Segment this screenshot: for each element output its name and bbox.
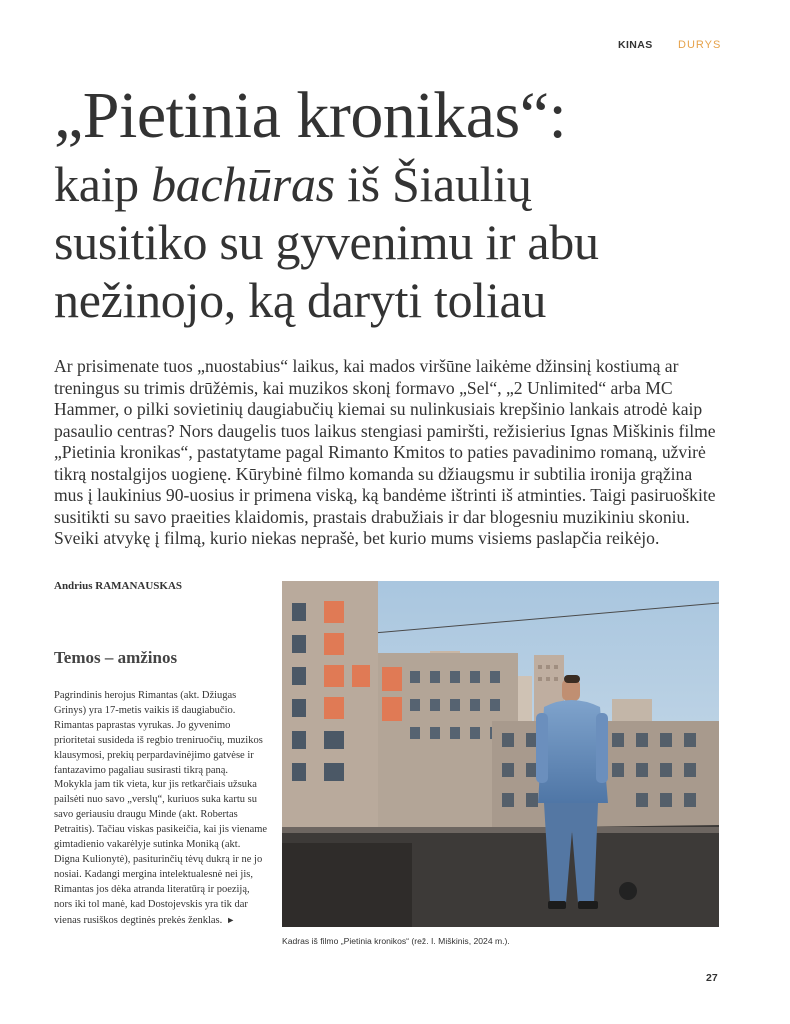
headline-italic-word: bachūras — [151, 156, 335, 212]
headline-line-2-start: kaip — [54, 156, 152, 212]
film-still-photo — [282, 581, 719, 927]
headline-line-1: „Pietinia kronikas“: — [54, 79, 567, 152]
body-paragraph — [54, 689, 268, 929]
magazine-name: DURYS — [678, 39, 722, 51]
headline-line-2 — [54, 155, 754, 213]
headline-line-2-end: iš Šiaulių — [334, 156, 532, 212]
film-still-illustration — [282, 581, 719, 927]
article-headline — [54, 80, 754, 329]
lead-paragraph: Ar prisimenate tuos „nuostabius“ laikus, kai mados viršūne laikėme džinsinį kostiumą ar treningus su trimis drūžėmis, kai muzikos skonį formavo „Sel“, „2 Unlimited“ arba MC Hammer, o pilki sovietinių daugiabučių kiemai su nulinkusiais krepšinio lankais atrodė kaip pasaulio centras? Nors daugelis tuos laikus stengiasi pamiršti, režisierius Ignas Miškinis filme „Pietinia kronikas“, pastatytame pagal Rimanto Kmitos to paties pavadinimo romaną, užvirė tikrą nostalgijos uogienę. Kūrybinė filmo komanda su džiaugsmu ir subtilia ironija grąžina mus į laukinius 90-uosius ir primena viską, ką bandėme ištrinti iš atminties. Taigi pasiruoškite susitikti su savo praeities klaidomis, prastais drabužiais ir dar blogesniu muzikiniu skoniu. Sveiki atvykę į filmą, kurio niekas neprašė, bet kurio mums visiems paslapčia reikėjo. — [54, 356, 716, 548]
photo-caption: Kadras iš filmo „Pietinia kronikos“ (rež. I. Miškinis, 2024 m.). — [282, 936, 510, 946]
section-subheading: Temos – amžinos — [54, 648, 178, 667]
section-label: KINAS — [618, 39, 653, 51]
author-byline: Andrius RAMANAUSKAS — [54, 580, 183, 592]
headline-line-3: susitiko su gyvenimu ir abu — [54, 214, 599, 270]
continue-arrow-icon: ► — [226, 914, 236, 925]
page-number: 27 — [706, 972, 718, 984]
body-text: Pagrindinis herojus Rimantas (akt. Džiugas Grinys) yra 17-metis vaikis iš daugiabučio. Rimantas paprastas vyrukas. Jo gyvenimo prioritetai susideda iš regbio treniruočių, muzikos klausymosi, prekių perpardavinėjimo gatvėse ir fantazavimo pagaliau susirasti tikrą paną. Mokykla jam tik vieta, kur jis retkarčiais užsuka pailsėti nuo savo „verslų“, kuriuos suka kartu su savo geriausiu draugu Minde (akt. Robertas Petraitis). Tačiau viskas pasikeičia, kai jis viename gimtadienio vakarėlyje sutinka Moniką (akt. Digna Kulionytė), pasiturinčių tėvų dukrą ir ne jo nosiai. Kadangi mergina intelektualesnė nei jis, Rimantas jos dėka atranda literatūrą ir poeziją, nors iki tol manė, kad Dostojevskis yra tik dar vienas rusiškos degtinės prekės ženklas. — [54, 690, 268, 926]
headline-line-4: nežinojo, ką daryti toliau — [54, 272, 547, 328]
